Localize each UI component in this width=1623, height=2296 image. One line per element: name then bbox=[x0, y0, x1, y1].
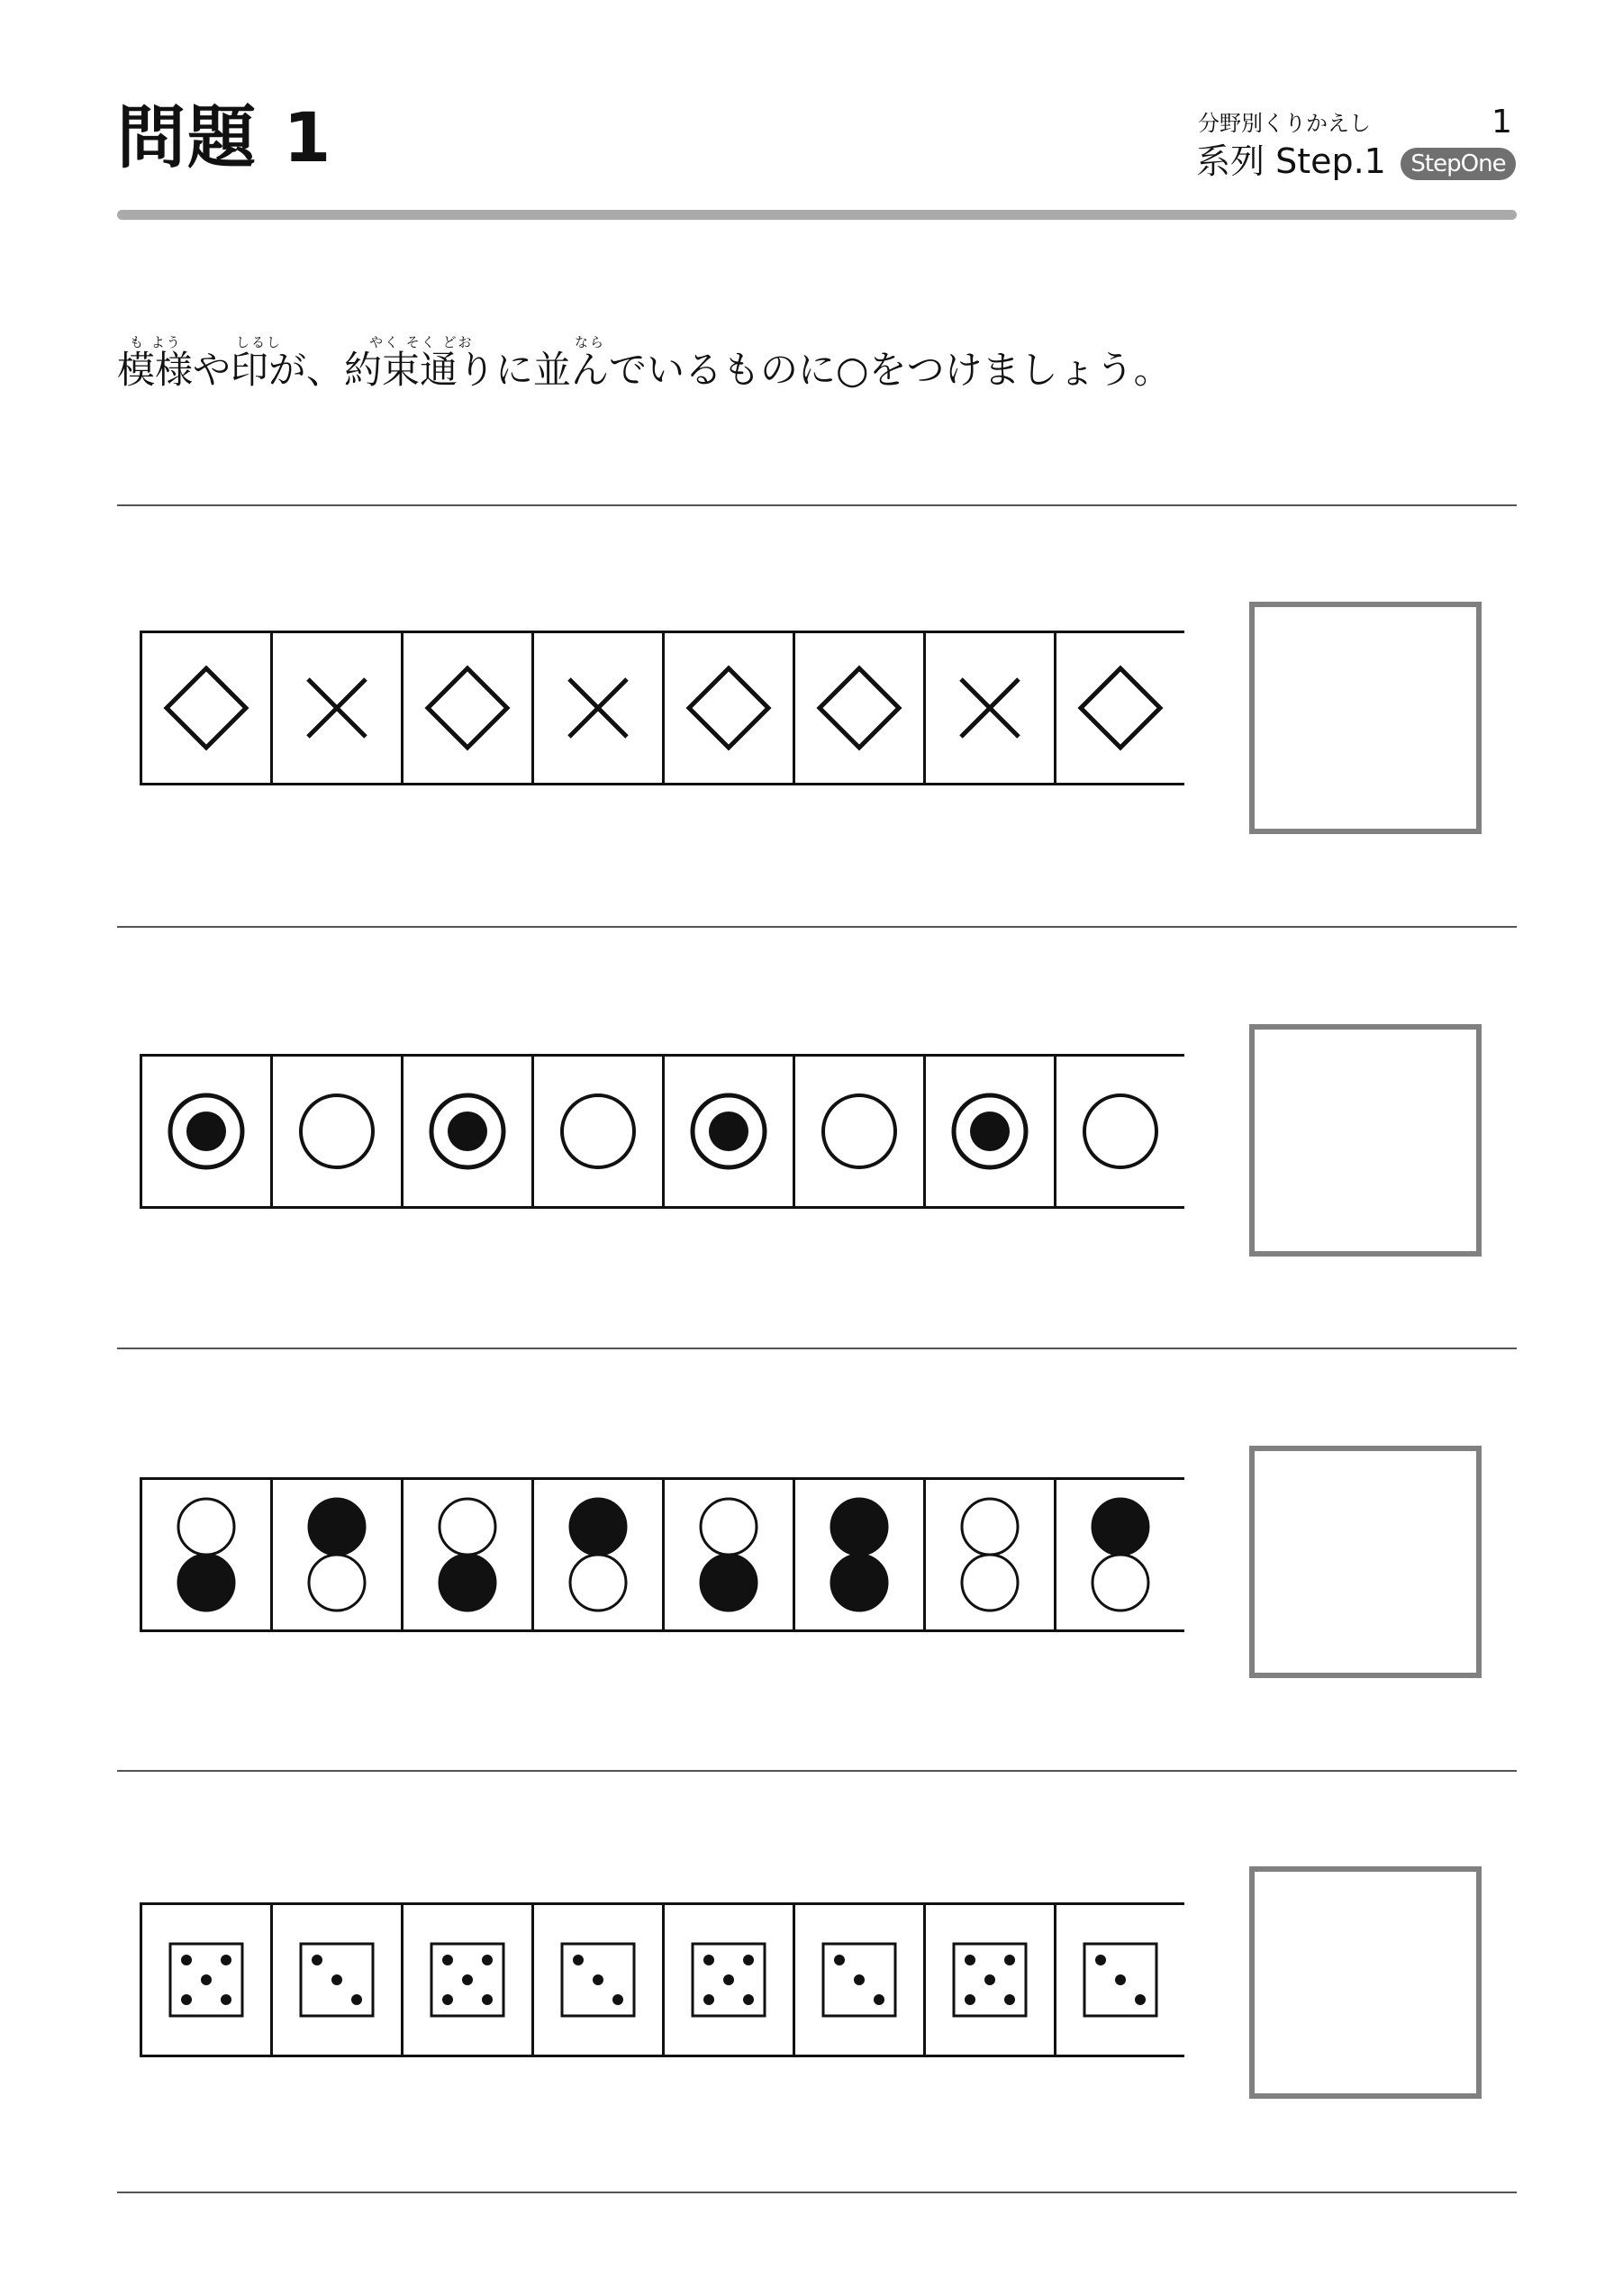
instruction-text: 模様や印が、約束通りに並んでいるものに○をつけましょう。 bbox=[117, 348, 1172, 392]
pattern-cell bbox=[141, 632, 272, 785]
pip bbox=[331, 1974, 342, 1985]
cell-border bbox=[794, 632, 925, 785]
instruction bbox=[117, 334, 1522, 423]
pip bbox=[442, 1994, 453, 2005]
problem-row-4 bbox=[140, 1902, 1184, 2057]
cell-border bbox=[141, 632, 272, 785]
pip bbox=[181, 1955, 192, 1965]
pattern-cell bbox=[664, 1479, 794, 1631]
pattern-cell bbox=[403, 1056, 533, 1208]
stepone-badge: StepOne bbox=[1401, 148, 1516, 180]
pattern-cell bbox=[533, 632, 664, 785]
cell-border bbox=[272, 1056, 403, 1208]
pip bbox=[462, 1974, 473, 1985]
problem-row-2 bbox=[140, 1054, 1184, 1209]
pattern-cell bbox=[533, 1479, 664, 1631]
pattern-cell bbox=[925, 1904, 1056, 2056]
cell-border bbox=[794, 1056, 925, 1208]
white-circle-icon bbox=[701, 1499, 757, 1555]
pip bbox=[593, 1974, 603, 1985]
cell-border bbox=[533, 1056, 664, 1208]
header-subtitle: 分野別くりかえし bbox=[1198, 111, 1371, 136]
pip bbox=[221, 1994, 231, 2005]
pip bbox=[312, 1955, 322, 1965]
pattern-cell bbox=[794, 632, 925, 785]
pattern-cell bbox=[403, 632, 533, 785]
series-label: 系列 Step.1 bbox=[1196, 141, 1386, 181]
separator-line bbox=[117, 1770, 1517, 1772]
answer-box-4[interactable] bbox=[1249, 1866, 1482, 2099]
pip bbox=[984, 1974, 995, 1985]
ruby-nara: なら bbox=[575, 334, 606, 350]
pip bbox=[221, 1955, 231, 1965]
white-circle-icon bbox=[1093, 1555, 1148, 1611]
pip bbox=[1095, 1955, 1106, 1965]
ruby-yakusokudoori: やく そく どお bbox=[369, 334, 474, 350]
pattern-cell bbox=[794, 1479, 925, 1631]
cell-border bbox=[664, 632, 794, 785]
pattern-cell bbox=[403, 1479, 533, 1631]
white-circle-icon bbox=[570, 1555, 626, 1611]
cell-border bbox=[403, 632, 533, 785]
answer-box-2[interactable] bbox=[1249, 1024, 1482, 1257]
pip bbox=[854, 1974, 865, 1985]
white-circle-icon bbox=[962, 1499, 1018, 1555]
pip bbox=[442, 1955, 453, 1965]
problem-row-3 bbox=[140, 1477, 1184, 1632]
pip bbox=[482, 1955, 493, 1965]
pattern-cell bbox=[925, 1479, 1056, 1631]
white-circle-icon bbox=[440, 1499, 495, 1555]
black-circle-icon bbox=[309, 1499, 365, 1555]
white-circle-icon bbox=[962, 1555, 1018, 1611]
separator-line bbox=[117, 926, 1517, 928]
black-circle-icon bbox=[1093, 1499, 1148, 1555]
dice-icon bbox=[954, 1944, 1026, 2016]
pip bbox=[612, 1994, 623, 2005]
answer-box-1[interactable] bbox=[1249, 602, 1482, 834]
separator-line bbox=[117, 504, 1517, 506]
pattern-cell bbox=[272, 1056, 403, 1208]
black-circle-icon bbox=[178, 1555, 234, 1611]
pip bbox=[1004, 1955, 1015, 1965]
dice-icon bbox=[823, 1944, 895, 2016]
pattern-cell bbox=[1056, 1479, 1185, 1631]
pattern-cell bbox=[794, 1056, 925, 1208]
black-circle-icon bbox=[570, 1499, 626, 1555]
pip bbox=[743, 1955, 754, 1965]
dice-icon bbox=[1084, 1944, 1156, 2016]
pattern-cell bbox=[272, 632, 403, 785]
pattern-cell bbox=[1056, 1056, 1185, 1208]
ruby-shirushi: しるし bbox=[236, 334, 283, 350]
header-rule bbox=[117, 210, 1517, 220]
white-circle-icon bbox=[309, 1555, 365, 1611]
page-title: 問題 1 bbox=[117, 97, 333, 177]
dice-icon bbox=[170, 1944, 242, 2016]
pip bbox=[743, 1994, 754, 2005]
pip bbox=[703, 1994, 714, 2005]
pattern-cell bbox=[1056, 632, 1185, 785]
black-circle-icon bbox=[831, 1555, 887, 1611]
pattern-cell bbox=[664, 1056, 794, 1208]
black-circle-icon bbox=[701, 1555, 757, 1611]
dice-icon bbox=[562, 1944, 634, 2016]
pip bbox=[834, 1955, 845, 1965]
pip bbox=[482, 1994, 493, 2005]
pattern-cell bbox=[664, 632, 794, 785]
pattern-cell bbox=[141, 1904, 272, 2056]
pattern-cell bbox=[533, 1904, 664, 2056]
pattern-cell bbox=[533, 1056, 664, 1208]
separator-line bbox=[117, 1348, 1517, 1349]
pip bbox=[703, 1955, 714, 1965]
pip bbox=[1115, 1974, 1126, 1985]
pattern-cell bbox=[141, 1056, 272, 1208]
dice-icon bbox=[301, 1944, 373, 2016]
pattern-cell bbox=[925, 632, 1056, 785]
pip bbox=[965, 1955, 975, 1965]
pip bbox=[723, 1974, 734, 1985]
ruby-moyou: も よう bbox=[130, 334, 182, 350]
pip bbox=[573, 1955, 584, 1965]
pattern-cell bbox=[403, 1904, 533, 2056]
pattern-cell bbox=[272, 1479, 403, 1631]
problem-row-1 bbox=[140, 631, 1184, 785]
answer-box-3[interactable] bbox=[1249, 1446, 1482, 1678]
cell-border bbox=[1056, 1056, 1185, 1208]
dice-icon bbox=[693, 1944, 765, 2016]
black-circle-icon bbox=[831, 1499, 887, 1555]
pip bbox=[965, 1994, 975, 2005]
pip bbox=[351, 1994, 362, 2005]
pip bbox=[181, 1994, 192, 2005]
pattern-cell bbox=[272, 1904, 403, 2056]
pattern-cell bbox=[1056, 1904, 1185, 2056]
pip bbox=[874, 1994, 884, 2005]
cell-border bbox=[1056, 632, 1185, 785]
pip bbox=[1135, 1994, 1146, 2005]
pip bbox=[201, 1974, 212, 1985]
black-circle-icon bbox=[440, 1555, 495, 1611]
pattern-cell bbox=[664, 1904, 794, 2056]
pattern-cell bbox=[141, 1479, 272, 1631]
dice-icon bbox=[431, 1944, 503, 2016]
page-number: 1 bbox=[1492, 104, 1512, 141]
pattern-cell bbox=[925, 1056, 1056, 1208]
pip bbox=[1004, 1994, 1015, 2005]
pattern-cell bbox=[794, 1904, 925, 2056]
white-circle-icon bbox=[178, 1499, 234, 1555]
separator-line bbox=[117, 2192, 1517, 2193]
